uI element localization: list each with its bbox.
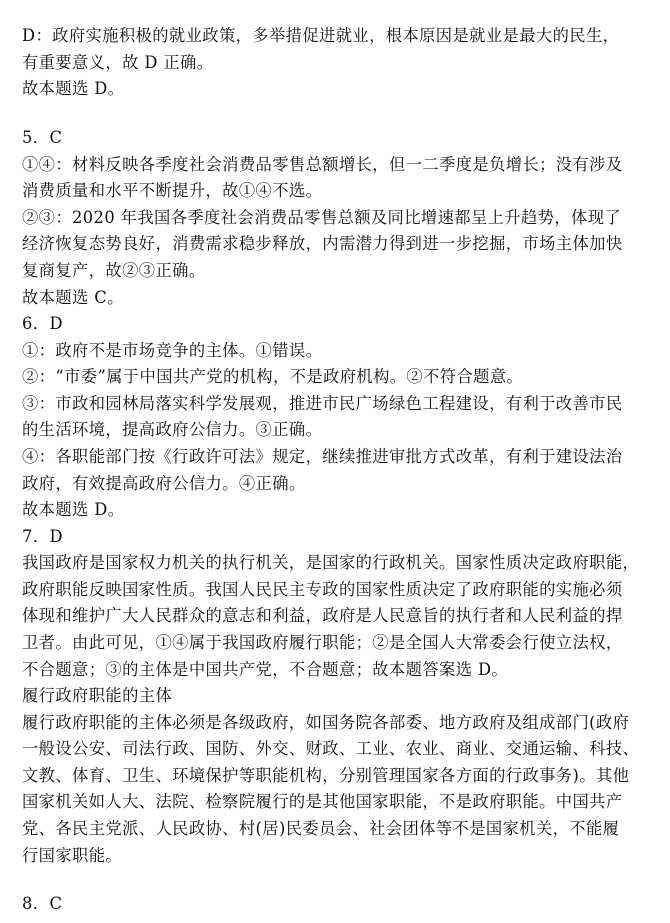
- answer-heading: 7．D: [22, 527, 63, 546]
- text-line: 有重要意义，故 D 正确。: [22, 53, 214, 72]
- text-line: 国家机关如人大、法院、检察院履行的是其他国家职能，不是政府职能。中国共产: [22, 792, 623, 811]
- text-line: 履行政府职能的主体必须是各级政府，如国务院各部委、地方政府及组成部门(政府: [22, 713, 630, 732]
- answer-heading: 8．C: [22, 894, 63, 913]
- text-line: 政府，有效提高政府公信力。④正确。: [22, 474, 306, 493]
- text-line: 行国家职能。: [22, 846, 123, 865]
- section-heading: 履行政府职能的主体: [22, 686, 173, 705]
- text-line: ②③：2020 年我国各季度社会消费品零售总额及同比增速都呈上升趋势，体现了: [22, 208, 622, 227]
- answer-heading: 5．C: [22, 128, 63, 147]
- text-line: 体现和维护广大人民群众的意志和利益，政府是人民意旨的执行者和人民利益的捍: [22, 606, 623, 625]
- text-line: 卫者。由此可见，①④属于我国政府履行职能；②是全国人大常委会行使立法权，: [22, 633, 623, 652]
- text-line: 一般设公安、司法行政、国防、外交、财政、工业、农业、商业、交通运输、科技、: [22, 739, 640, 758]
- text-line: 党、各民主党派、人民政协、村(居)民委员会、社会团体等不是国家机关，不能履: [22, 819, 620, 838]
- text-line: 复商复产，故②③正确。: [22, 261, 206, 280]
- text-line: 消费质量和水平不断提升，故①④不选。: [22, 181, 323, 200]
- text-line: 故本题选 D。: [22, 79, 125, 98]
- text-line: ③：市政和园林局落实科学发展观，推进市民广场绿色工程建设，有利于改善市民: [22, 394, 623, 413]
- text-line: 故本题选 C。: [22, 288, 124, 307]
- text-line: 经济恢复态势良好，消费需求稳步释放，内需潜力得到进一步挖掘，市场主体加快: [22, 234, 623, 253]
- text-line: ②：“市委”属于中国共产党的机构，不是政府机构。②不符合题意。: [22, 367, 524, 386]
- text-line: ①：政府不是市场竞争的主体。①错误。: [22, 341, 323, 360]
- text-line: D：政府实施积极的就业政策，多举措促进就业，根本原因是就业是最大的民生，: [22, 26, 620, 45]
- text-line: ①④：材料反映各季度社会消费品零售总额增长，但一二季度是负增长；没有涉及: [22, 155, 623, 174]
- text-line: 故本题选 D。: [22, 500, 125, 519]
- text-line: 不合题意；③的主体是中国共产党，不合题意；故本题答案选 D。: [22, 660, 509, 679]
- answer-heading: 6．D: [22, 314, 63, 333]
- text-line: 我国政府是国家权力机关的执行机关，是国家的行政机关。国家性质决定政府职能，: [22, 553, 640, 572]
- text-line: 文教、体育、卫生、环境保护等职能机构，分别管理国家各方面的行政事务)。其他: [22, 766, 630, 785]
- text-line: 政府职能反映国家性质。我国人民民主专政的国家性质决定了政府职能的实施必须: [22, 580, 623, 599]
- text-line: 的生活环境，提高政府公信力。③正确。: [22, 420, 323, 439]
- text-line: ④：各职能部门按《行政许可法》规定，继续推进审批方式改革，有利于建设法治: [22, 447, 623, 466]
